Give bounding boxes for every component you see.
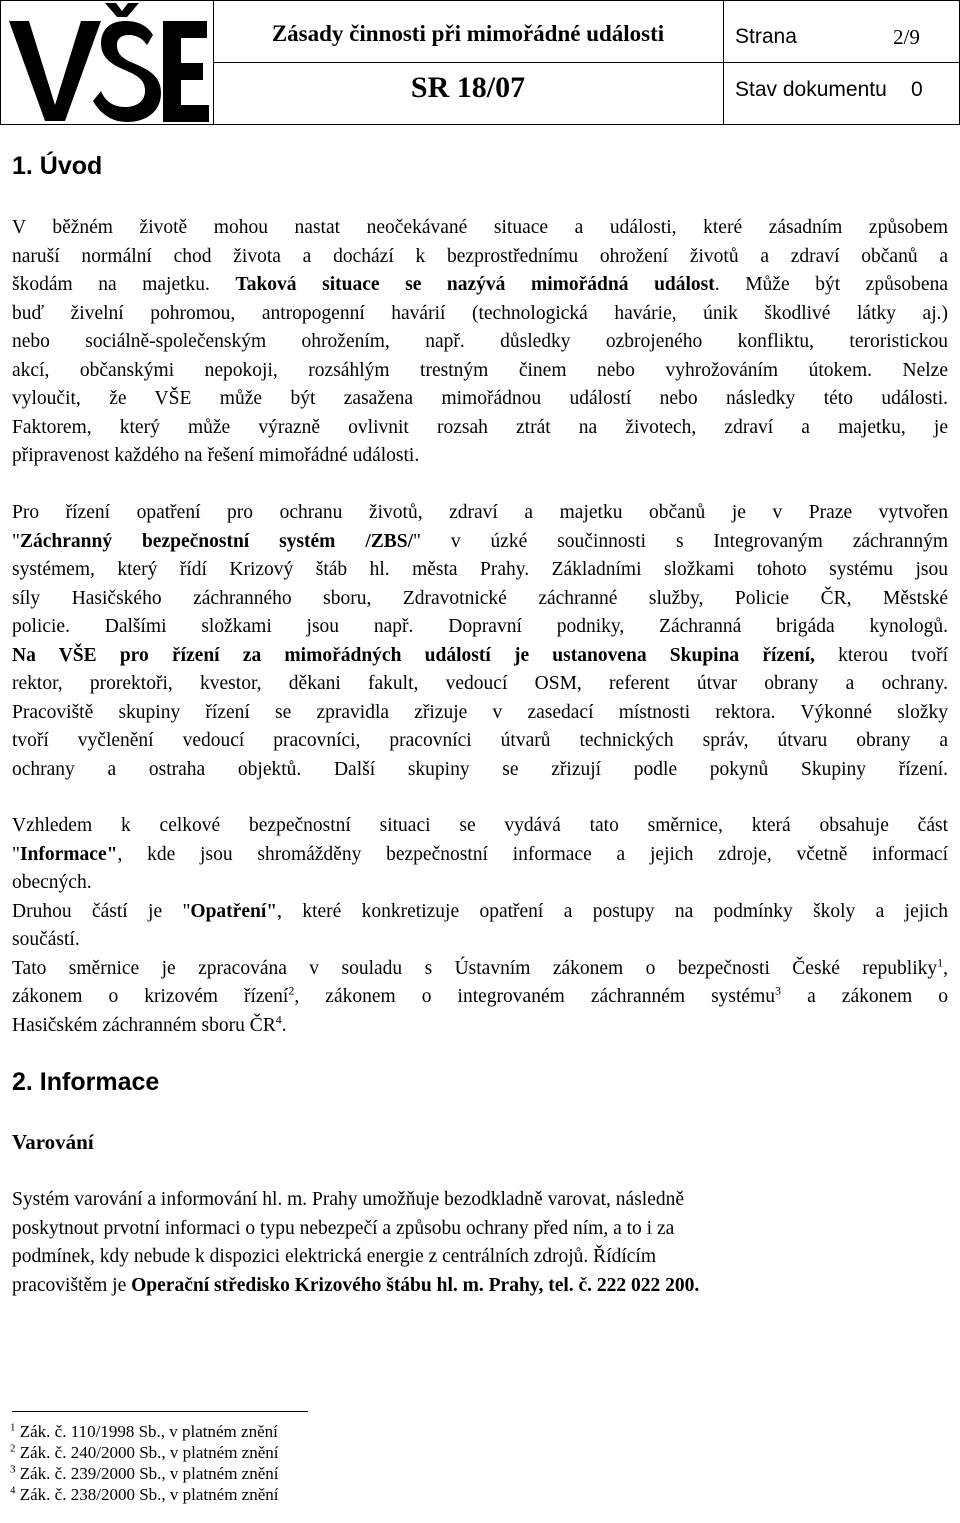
text-line: nebo sociálně-společenským ohrožením, např. důsledky ozbrojeného konfliktu, teroristickou [12,331,948,352]
state-value: 0 [911,78,923,101]
intro-paragraph-2 [12,499,948,784]
document-header [0,0,960,125]
text-line: zákonem o krizovém řízení$^2$, zákonem o integrovaném záchranném systému$^3$ a zákonem o [12,983,948,1007]
footnote-item: $^4$ Zák. č. 238/2000 Sb., v platném znění [10,1484,279,1504]
bold-operacni-stredisko: Operační středisko Krizového štábu hl. m. Prahy, tel. č. 222 022 200. [131,1274,700,1296]
bold-informace: Informace" [19,843,118,865]
varovani-paragraph [12,1186,948,1300]
text-line: systémem, který řídí Krizový štáb hl. města Prahy. Základními složkami tohoto systému jsou [12,559,948,580]
text-line: Hasičském záchranném sboru $ČR^4$. [12,1012,287,1036]
footnote-list [10,1421,278,1505]
text-line: Pracoviště skupiny řízení se zpravidla zřizuje v zasedací místnosti rektora. Výkonné složky [12,701,948,723]
page-row [735,25,920,49]
text-line: rektor, prorektoři, kvestor, děkani fakult, vedoucí OSM, referent útvar obrany a ochrany. [12,673,948,694]
subheading-varovani: Varování [12,1130,94,1154]
header-divider [213,62,959,63]
vse-logo [1,1,213,124]
state-label: Stav dokumentu [735,78,887,101]
text-line: obecných. [12,872,92,893]
text-line: naruší normální chod života a dochází k bezprostřednímu ohrožení životů a zdraví občanů a [12,245,948,267]
text-line: akcí, občanskými nepokoji, rozsáhlým trestným činem nebo vyhrožováním útokem. Nelze [12,359,948,381]
intro-paragraph-1 [12,214,948,471]
text-line: Vzhledem k celkové bezpečnostní situaci se vydává tato směrnice, která obsahuje část [12,815,948,836]
page-label: Strana [735,25,797,48]
text-line: Tato směrnice je zpracována v souladu s Ústavním zákonem o bezpečnosti České republiky$^1$, [12,955,948,979]
section-heading-uvod: 1. Úvod [12,152,103,180]
text-line: ochrany a ostraha objektů. Další skupiny se zřizují podle pokynů Skupiny řízení. [12,758,948,780]
bold-opatreni: Opatření" [190,900,278,922]
footnote-ref: 3 [775,983,782,998]
page-number: 2/9 [893,25,920,49]
footnote-ref: 2 [288,983,295,998]
bold-definition: Taková situace se nazývá mimořádná událost [235,274,715,295]
text-line: pracovištěm je Operační středisko Krizového štábu hl. m. Prahy, tel. č. 222 022 200. [12,1274,700,1296]
footnote-ref: 4 [275,1012,282,1026]
text-line: poskytnout prvotní informaci o typu nebezpečí a způsobu ochrany před ním, a to i za [12,1217,675,1239]
intro-paragraph-3 [12,812,948,1040]
text-line: připravenost každého na řešení mimořádné události. [12,445,420,466]
bold-skupina-rizeni: Na VŠE pro řízení za mimořádných událostí je ustanovena Skupina řízení, [12,644,815,666]
logo-cell [1,1,214,124]
document-title: Zásady činnosti při mimořádné události [271,21,665,46]
bold-zbs: Záchranný bezpečnostní systém /ZBS/ [19,530,414,552]
footnote-separator [12,1411,308,1412]
text-line: vyloučit, že VŠE může být zasažena mimořádnou událostí nebo následky této události. [12,388,948,409]
text-line: policie. Dalšími složkami jsou např. Dopravní podniky, Záchranná brigáda kynologů. [12,616,948,637]
state-row [735,78,923,102]
section-heading-informace: 2. Informace [12,1068,160,1096]
text-line: tvoří vyčlenění vedoucí pracovníci, pracovníci útvarů technických správ, útvaru obrany a [12,730,948,751]
text-line: součástí. [12,929,80,950]
text-line: V běžném životě mohou nastat neočekávané situace a události, které zásadním způsobem [12,217,948,238]
footnote-item: $^2$ Zák. č. 240/2000 Sb., v platném znění [10,1442,279,1462]
footnote-item: $^3$ Zák. č. 239/2000 Sb., v platném znění [10,1463,279,1483]
text-line: Faktorem, který může výrazně ovlivnit rozsah ztrát na životech, zdraví a majetku, je [12,416,948,438]
text-line: Druhou částí je "Opatření", které konkretizuje opatření a postupy na podmínky školy a jejich [12,900,948,922]
footnote-item: $^1$ Zák. č. 110/1998 Sb., v platném znění [10,1421,278,1441]
document-code: SR 18/07 [410,71,526,104]
text-line: škodám na majetku. Taková situace se nazývá mimořádná událost. Může být způsobena [12,274,948,295]
text-line: podmínek, kdy nebude k dispozici elektrická energie z centrálních zdrojů. Řídícím [12,1246,657,1267]
text-line: "Informace", kde jsou shromážděny bezpečnostní informace a jejich zdroje, včetně informací [12,843,948,865]
text-line: Systém varování a informování hl. m. Prahy umožňuje bezodkladně varovat, následně [12,1189,685,1210]
text-line: Pro řízení opatření pro ochranu životů, zdraví a majetku občanů je v Praze vytvořen [12,502,948,523]
text-line: síly Hasičského záchranného sboru, Zdravotnické záchranné služby, Policie ČR, Městské [12,587,948,609]
text-line: Na VŠE pro řízení za mimořádných událostí je ustanovena Skupina řízení, kterou tvoří [12,644,948,666]
text-line: "Záchranný bezpečnostní systém /ZBS/" v úzké součinnosti s Integrovaným záchranným [12,530,948,552]
footnote-ref: 1 [937,955,944,969]
text-line: buď živelní pohromou, antropogenní havárií (technologická havárie, únik škodlivé látky aj.) [12,302,948,324]
